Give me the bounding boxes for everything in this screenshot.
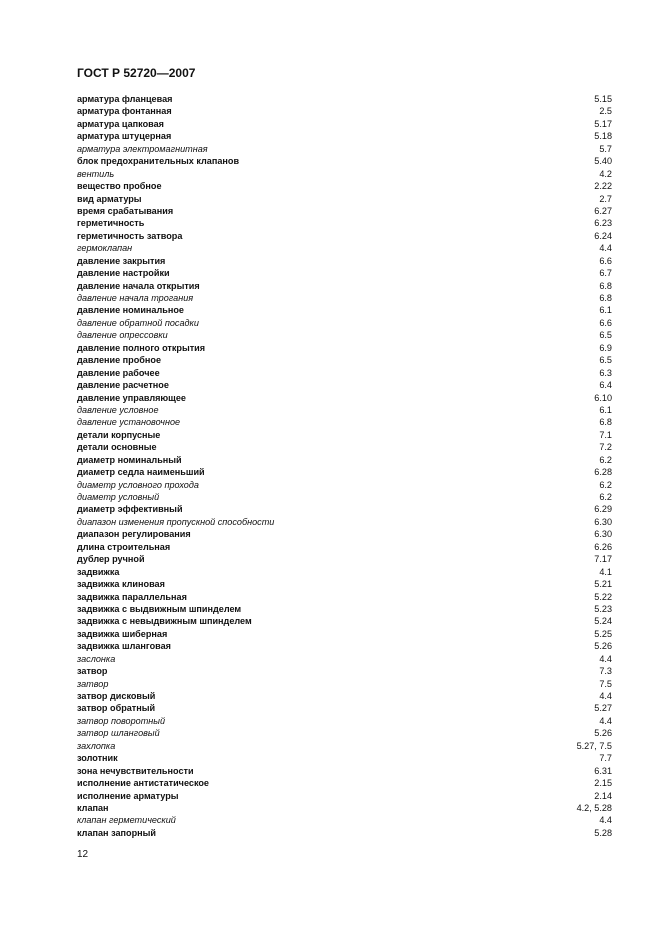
index-reference: 4.4: [599, 653, 612, 664]
index-term: давление номинальное: [77, 305, 184, 316]
index-entry: [77, 267, 612, 279]
term-index-list: [77, 93, 612, 839]
index-entry: [77, 491, 612, 503]
index-entry: [77, 304, 612, 316]
index-entry: [77, 690, 612, 702]
document-header: ГОСТ Р 52720—2007: [77, 66, 196, 80]
index-entry: [77, 354, 612, 366]
index-reference: 6.30: [594, 529, 612, 540]
index-reference: 6.2: [599, 479, 612, 490]
index-entry: [77, 404, 612, 416]
index-term: затвор поворотный: [77, 715, 166, 726]
index-term: давление пробное: [77, 355, 162, 366]
index-term: давление начала трогания: [77, 293, 194, 303]
index-term: исполнение антистатическое: [77, 778, 209, 789]
index-term: длина строительная: [77, 541, 171, 552]
index-reference: 5.21: [594, 579, 612, 590]
index-reference: 5.25: [594, 628, 612, 639]
index-reference: 5.24: [594, 616, 612, 627]
index-reference: 4.2: [599, 168, 612, 179]
index-reference: 5.15: [594, 94, 612, 104]
index-reference: 5.22: [594, 591, 612, 602]
index-reference: 6.7: [599, 268, 612, 279]
index-reference: 5.28: [594, 827, 612, 838]
index-reference: 5.27, 7.5: [576, 740, 612, 751]
index-term: вентиль: [77, 168, 115, 179]
index-term: арматура электромагнитная: [77, 143, 208, 154]
index-reference: 5.18: [594, 131, 612, 142]
index-entry: [77, 441, 612, 453]
index-term: давление настройки: [77, 268, 170, 279]
index-term: диаметр условного прохода: [77, 479, 199, 490]
index-entry: [77, 802, 612, 814]
index-entry: [77, 130, 612, 142]
index-reference: 6.9: [599, 342, 612, 353]
index-entry: [77, 814, 612, 826]
index-entry: [77, 193, 612, 205]
index-reference: 7.1: [599, 429, 612, 440]
index-term: затвор: [77, 666, 108, 677]
index-entry: [77, 591, 612, 603]
index-term: арматура цапковая: [77, 118, 164, 129]
index-reference: 2.22: [594, 181, 612, 192]
index-term: диапазон изменения пропускной способности: [77, 516, 275, 527]
index-term: исполнение арматуры: [77, 790, 179, 801]
index-term: арматура штуцерная: [77, 131, 172, 142]
index-entry: [77, 503, 612, 515]
index-term: вид арматуры: [77, 193, 142, 204]
index-entry: [77, 242, 612, 254]
index-term: задвижка клиновая: [77, 579, 165, 590]
index-reference: 6.6: [599, 317, 612, 328]
index-reference: 6.4: [599, 380, 612, 391]
index-term: затвор: [77, 678, 109, 689]
index-reference: 6.5: [599, 330, 612, 341]
index-term: зона нечувствительности: [77, 765, 194, 776]
index-entry: [77, 578, 612, 590]
index-reference: 7.17: [594, 554, 612, 565]
index-entry: [77, 516, 612, 528]
index-reference: 6.5: [599, 355, 612, 366]
index-entry: [77, 603, 612, 615]
index-term: затвор шланговый: [77, 728, 160, 739]
index-entry: [77, 280, 612, 292]
index-reference: 6.26: [594, 541, 612, 552]
index-reference: 6.8: [599, 280, 612, 291]
index-entry: [77, 329, 612, 341]
index-entry: [77, 653, 612, 665]
index-entry: [77, 392, 612, 404]
index-term: детали основные: [77, 442, 157, 453]
index-entry: [77, 827, 612, 839]
index-reference: 5.7: [599, 143, 612, 154]
index-reference: 4.2, 5.28: [576, 802, 612, 813]
index-entry: [77, 765, 612, 777]
index-term: захлопка: [77, 740, 116, 751]
index-reference: 5.17: [594, 118, 612, 129]
index-term: задвижка шланговая: [77, 641, 171, 652]
index-entry: [77, 740, 612, 752]
index-entry: [77, 180, 612, 192]
index-entry: [77, 727, 612, 739]
index-term: давление закрытия: [77, 255, 166, 266]
index-term: давление управляющее: [77, 392, 186, 403]
index-entry: [77, 255, 612, 267]
index-entry: [77, 342, 612, 354]
index-reference: 6.3: [599, 367, 612, 378]
index-reference: 4.4: [599, 243, 612, 254]
index-reference: 6.29: [594, 504, 612, 515]
index-reference: 5.26: [594, 641, 612, 652]
index-reference: 6.8: [599, 293, 612, 303]
index-reference: 4.4: [599, 715, 612, 726]
index-term: давление рабочее: [77, 367, 160, 378]
index-term: диапазон регулирования: [77, 529, 191, 540]
index-entry: [77, 466, 612, 478]
index-reference: 2.14: [594, 790, 612, 801]
index-reference: 5.40: [594, 156, 612, 167]
index-reference: 2.15: [594, 778, 612, 789]
index-reference: 6.28: [594, 467, 612, 478]
index-term: диаметр эффективный: [77, 504, 183, 515]
index-reference: 7.3: [599, 666, 612, 677]
index-entry: [77, 205, 612, 217]
index-entry: [77, 790, 612, 802]
index-term: задвижка параллельная: [77, 591, 187, 602]
index-reference: 2.7: [599, 193, 612, 204]
index-reference: 6.24: [594, 230, 612, 241]
index-term: давление установочное: [77, 417, 181, 428]
index-reference: 7.7: [599, 753, 612, 764]
index-reference: 6.6: [599, 255, 612, 266]
index-entry: [77, 752, 612, 764]
index-term: давление опрессовки: [77, 330, 168, 341]
index-reference: 2.5: [599, 106, 612, 117]
index-entry: [77, 367, 612, 379]
index-term: гермоклапан: [77, 243, 133, 254]
index-entry: [77, 553, 612, 565]
index-reference: 4.1: [599, 566, 612, 577]
index-reference: 6.2: [599, 492, 612, 502]
index-reference: 4.4: [599, 815, 612, 826]
index-reference: 6.30: [594, 516, 612, 527]
index-entry: [77, 541, 612, 553]
index-term: арматура фланцевая: [77, 94, 173, 104]
index-term: задвижка: [77, 566, 120, 577]
index-term: затвор дисковый: [77, 691, 156, 701]
index-term: время срабатывания: [77, 205, 174, 216]
index-term: золотник: [77, 753, 118, 764]
index-reference: 4.4: [599, 691, 612, 701]
index-entry: [77, 628, 612, 640]
index-entry: [77, 155, 612, 167]
index-reference: 6.10: [594, 392, 612, 403]
index-entry: [77, 665, 612, 677]
index-reference: 6.8: [599, 417, 612, 428]
index-entry: [77, 230, 612, 242]
index-reference: 5.26: [594, 728, 612, 739]
index-term: диаметр условный: [77, 492, 160, 502]
index-entry: [77, 93, 612, 105]
index-entry: [77, 615, 612, 627]
index-term: давление обратной посадки: [77, 317, 199, 328]
index-term: вещество пробное: [77, 181, 162, 192]
index-term: заслонка: [77, 653, 116, 664]
index-entry: [77, 168, 612, 180]
index-term: дублер ручной: [77, 554, 145, 565]
index-reference: 6.1: [599, 305, 612, 316]
index-reference: 6.31: [594, 765, 612, 776]
index-reference: 6.2: [599, 454, 612, 465]
index-entry: [77, 317, 612, 329]
index-term: герметичность затвора: [77, 230, 183, 241]
index-entry: [77, 715, 612, 727]
index-entry: [77, 292, 612, 304]
index-entry: [77, 105, 612, 117]
index-entry: [77, 528, 612, 540]
index-entry: [77, 566, 612, 578]
index-term: клапан герметический: [77, 815, 176, 826]
index-term: клапан: [77, 802, 109, 813]
index-term: давление расчетное: [77, 380, 169, 391]
index-term: арматура фонтанная: [77, 106, 172, 117]
index-entry: [77, 454, 612, 466]
index-term: давление полного открытия: [77, 342, 206, 353]
index-reference: 7.5: [599, 678, 612, 689]
page-number: 12: [77, 849, 89, 860]
index-term: задвижка с невыдвижным шпинделем: [77, 616, 252, 627]
index-term: давление начала открытия: [77, 280, 200, 291]
index-term: клапан запорный: [77, 827, 156, 838]
index-entry: [77, 678, 612, 690]
index-entry: [77, 143, 612, 155]
index-term: задвижка с выдвижным шпинделем: [77, 603, 242, 614]
index-term: детали корпусные: [77, 429, 161, 440]
index-term: давление условное: [77, 404, 159, 415]
index-reference: 5.27: [594, 703, 612, 714]
index-entry: [77, 429, 612, 441]
index-reference: 7.2: [599, 442, 612, 453]
index-entry: [77, 479, 612, 491]
index-entry: [77, 702, 612, 714]
index-term: задвижка шиберная: [77, 628, 168, 639]
index-term: диаметр седла наименьший: [77, 467, 205, 478]
index-reference: 6.27: [594, 205, 612, 216]
index-term: диаметр номинальный: [77, 454, 182, 465]
index-entry: [77, 640, 612, 652]
index-entry: [77, 777, 612, 789]
index-term: затвор обратный: [77, 703, 156, 714]
index-entry: [77, 217, 612, 229]
index-entry: [77, 118, 612, 130]
index-entry: [77, 416, 612, 428]
index-reference: 6.23: [594, 218, 612, 229]
index-term: блок предохранительных клапанов: [77, 156, 240, 167]
index-reference: 5.23: [594, 603, 612, 614]
index-reference: 6.1: [599, 404, 612, 415]
index-entry: [77, 379, 612, 391]
index-term: герметичность: [77, 218, 145, 229]
